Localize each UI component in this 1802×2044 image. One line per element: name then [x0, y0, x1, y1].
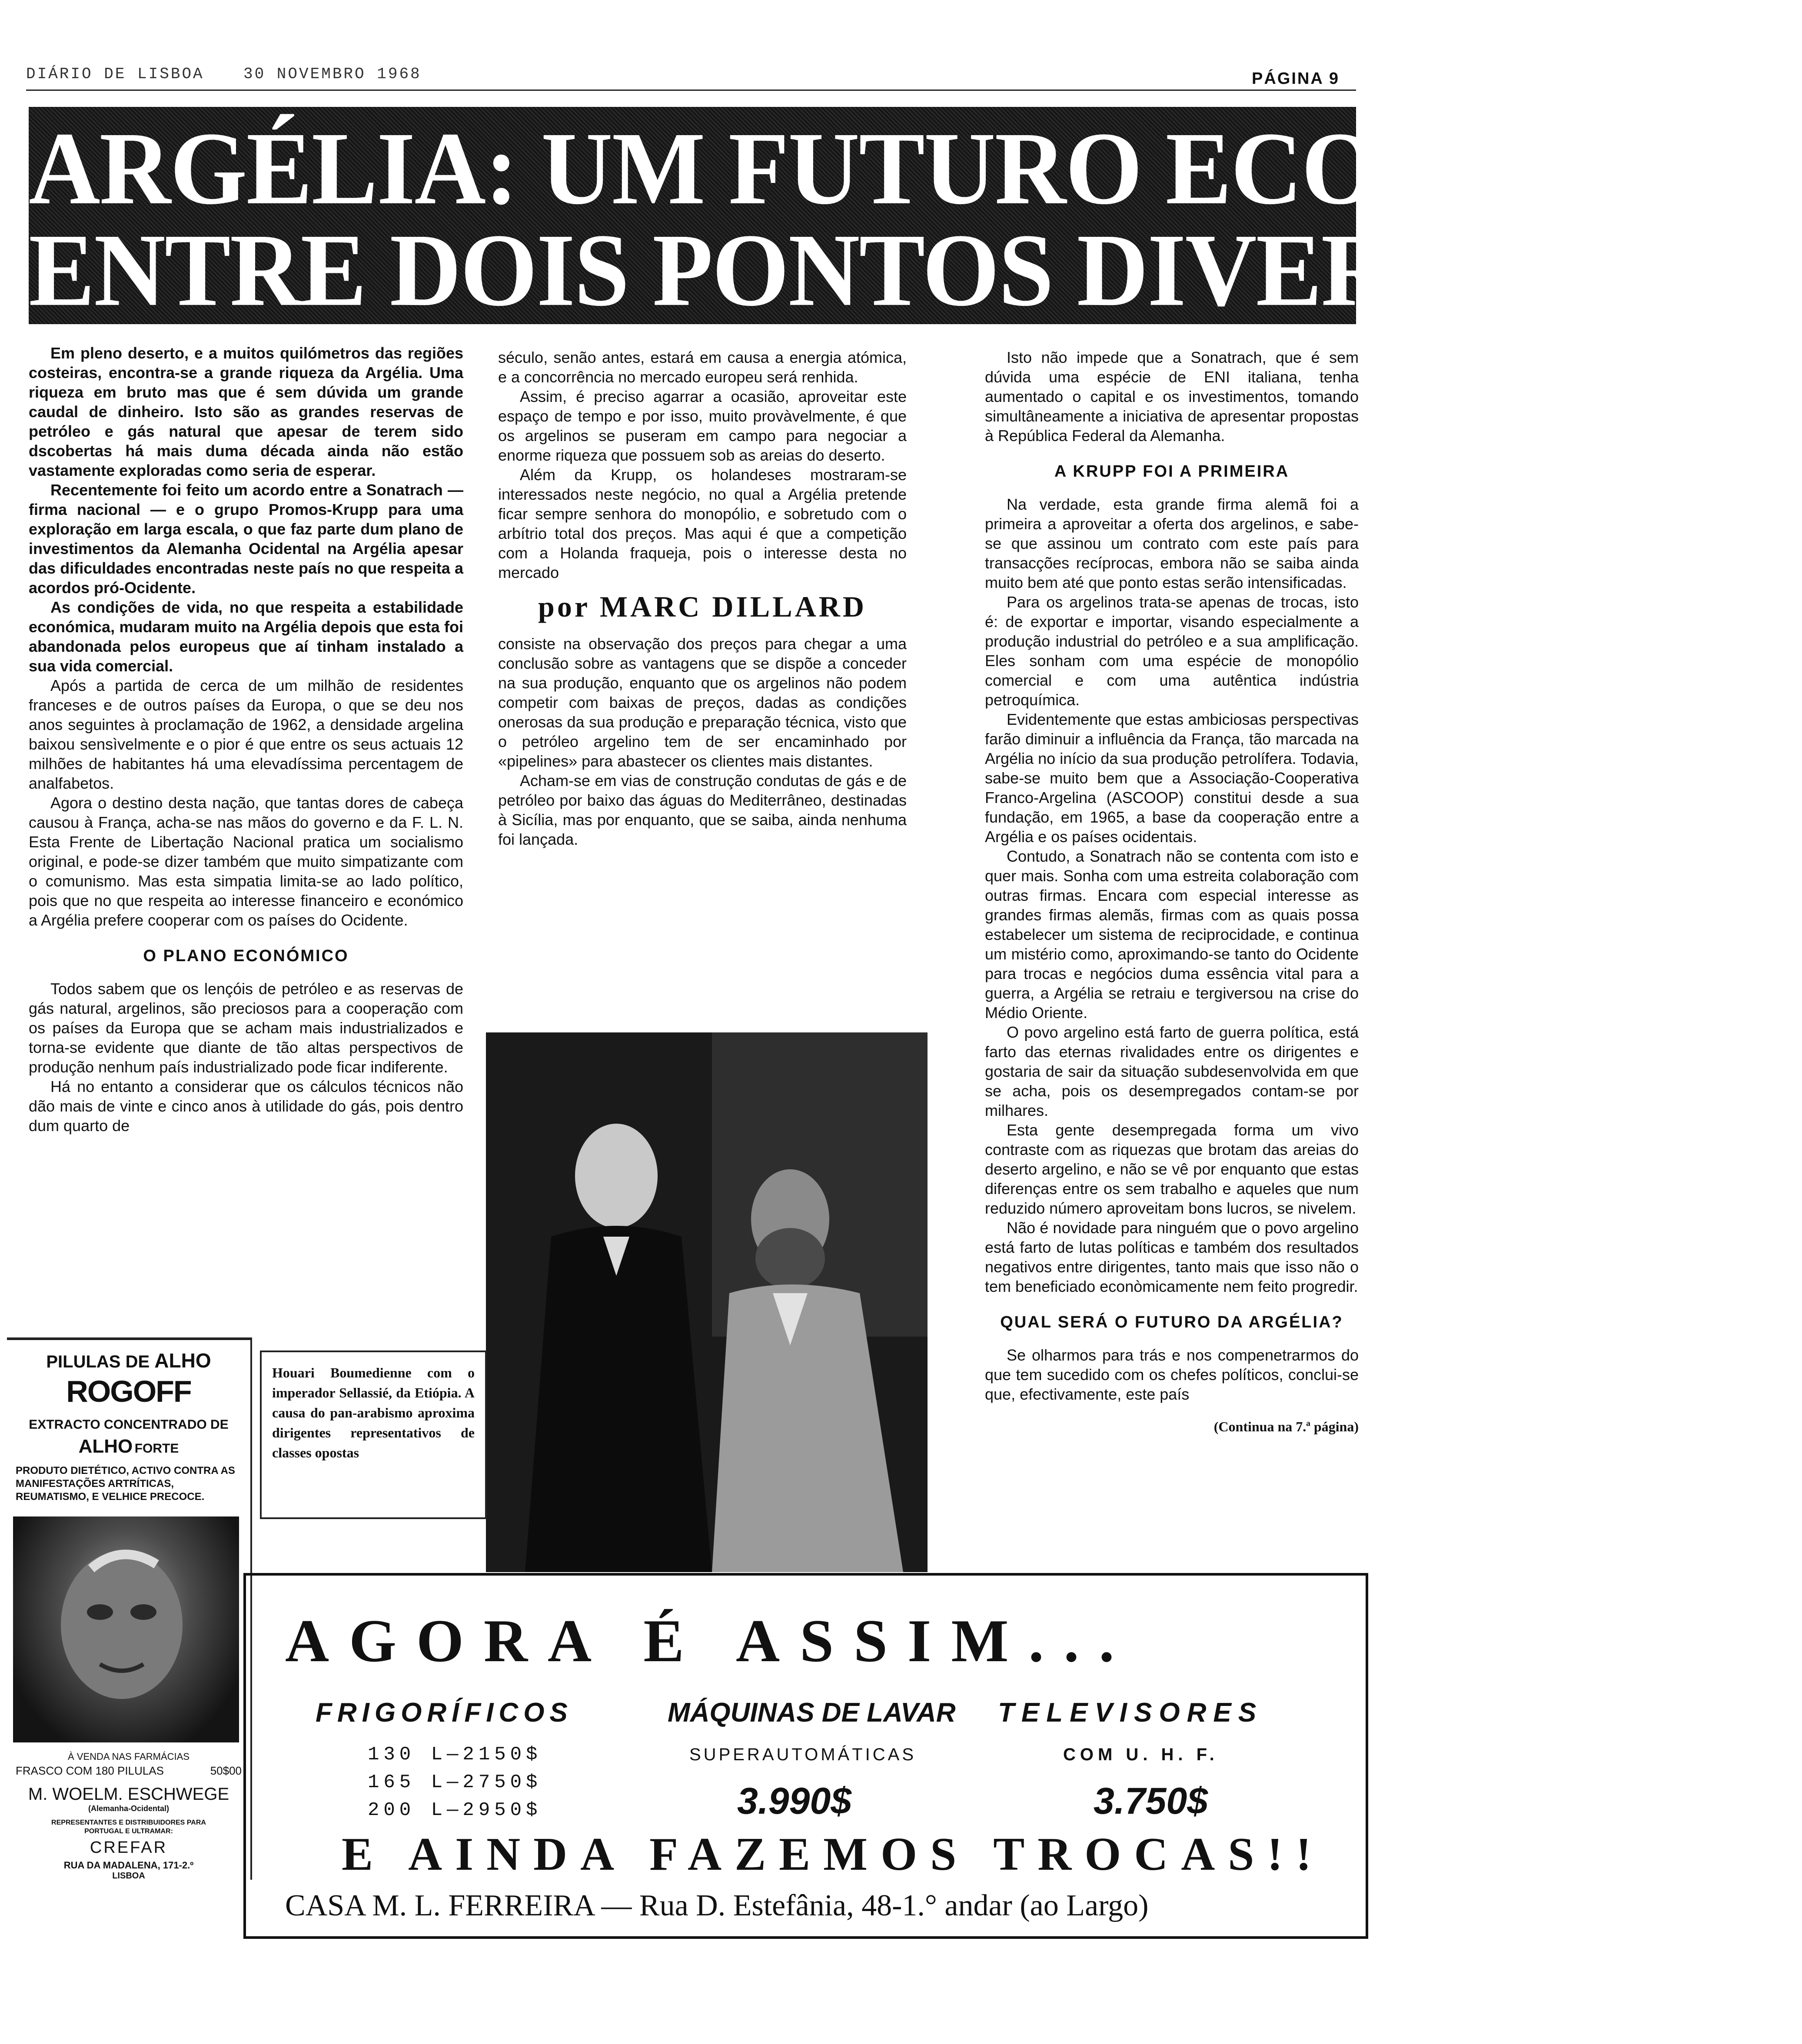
- subhead-krupp: A KRUPP FOI A PRIMEIRA: [1054, 462, 1290, 481]
- article-paragraph: Para os argelinos trata-se apenas de trocas, isto é: de exportar e importar, visando especialmente a produção industrial do petróleo e a sua amplificação. Eles sonham com uma espécie de monopólio comercial e com uma autêntica indústria petroquímica.: [985, 593, 1359, 709]
- side-ad-company-sub: (Alemanha-Ocidental): [88, 1804, 170, 1813]
- article-paragraph: Se olharmos para trás e nos compenetrarmos do que tem sucedido com os chefes políticos, conclui-se que, efectivamente, este país: [985, 1346, 1359, 1403]
- article-column-1: [29, 343, 463, 1135]
- side-ad-rogoff: [7, 1337, 252, 1880]
- article-paragraph: consiste na observação dos preços para chegar a uma conclusão sobre as vantagens que se dispõe a conceder na sua produção, enquanto que os argelinos não podem competir com baixas de preços, dadas as condições onerosas da sua produção e preparação técnica, visto que o petróleo argelino tem de ser encaminhado por «pipelines» para abastecer os clientes mais distantes.: [498, 635, 907, 770]
- side-ad-reps: REPRESENTANTES E DISTRIBUIDORES PARA PORTUGAL E ULTRAMAR:: [51, 1819, 206, 1835]
- headline-block: [29, 107, 1802, 328]
- article-paragraph: Em pleno deserto, e a muitos quilómetros das regiões costeiras, encontra-se a grande riqueza da Argélia. Uma riqueza em bruto mas que é sem dúvida um grande caudal de dinheiro. Isto são as grandes reservas de petróleo e gás natural que apesar de terem sido dscobertas há mais duma década ainda não estão vastamente exploradas como seria de esperar.: [29, 344, 463, 479]
- side-ad-address: RUA DA MADALENA, 171-2.º: [63, 1860, 194, 1871]
- article-paragraph: Não é novidade para ninguém que o povo argelino está farto de lutas políticas e também dos resultados negativos entre dirigentes, tanto mais que isso não o tem beneficiado econòmicamente nem feito progredir.: [985, 1219, 1359, 1295]
- side-ad-price-label: FRASCO COM 180 PILULAS: [16, 1764, 164, 1777]
- headline-line1: ARGÉLIA: UM FUTURO ECONÓMICO: [29, 111, 1802, 226]
- masthead-page: PÁGINA 9: [1252, 70, 1340, 88]
- ad-tv-price: 3.750$: [1094, 1780, 1208, 1822]
- side-ad-line3-b: FORTE: [134, 1441, 179, 1456]
- article-paragraph: Após a partida de cerca de um milhão de residentes franceses e de outros países da Europa, o que se deu nos anos seguintes à proclamação de 1962, a densidade argelina baixou sensìvelmente e o pior é que entre os seus actuais 12 milhões de habitantes há uma elevadíssima percentagem de analfabetos.: [29, 677, 463, 792]
- side-ad-desc: PRODUTO DIETÉTICO, ACTIVO CONTRA AS MANIFESTAÇÕES ARTRÍTICAS, REUMATISMO, E VELHICE PRECOCE.: [16, 1465, 235, 1503]
- ad-fridge-price: 130 L—2150$: [368, 1744, 542, 1765]
- article-paragraph: Todos sabem que os lençóis de petróleo e as reservas de gás natural, argelinos, são preciosos para a cooperação com os países da Europa que se acham mais industrializados e torna-se evidente que diante de tão altas perspectivos de produção nenhum país industrializado pode ficar indiferente.: [29, 980, 463, 1076]
- article-paragraph: As condições de vida, no que respeita a estabilidade económica, mudaram muito na Argélia depois que esta foi abandonada pelos europeus que aí tinham instalado a sua vida comercial.: [29, 598, 463, 675]
- side-ad-company: M. WOELM. ESCHWEGE: [28, 1785, 229, 1804]
- ad-fridge-price: 200 L—2950$: [368, 1799, 542, 1821]
- article-paragraph: Na verdade, esta grande firma alemã foi a primeira a aproveitar a oferta dos argelinos, e sabe-se que assinou um contrato com este país para transacções recíprocas, embora não se saiba ainda muito bem até que ponto estas serão intensificadas.: [985, 495, 1359, 591]
- continued-note: (Continua na 7.ª página): [1214, 1419, 1359, 1434]
- ad-trade: E AINDA FAZEMOS TROCAS!!: [342, 1828, 1325, 1880]
- photo-caption-box: [260, 1350, 487, 1519]
- side-ad-sale: À VENDA NAS FARMÁCIAS: [68, 1751, 190, 1762]
- byline: por MARC DILLARD: [538, 590, 867, 623]
- article-paragraph: Contudo, a Sonatrach não se contenta com isto e quer mais. Sonha com uma estreita colaboração com outras firmas. Encara com especial interesse as grandes firmas alemãs, firmas com as quais possa estabelecer um sistema de reciprocidade, e continua um mistério como, aproximando-se tanto do Ocidente para trocas e negócios duma essência vital para a guerra, a Argélia se retraiu e tergiversou na crise do Médio Oriente.: [985, 847, 1359, 1022]
- ad-col2-head: MÁQUINAS DE LAVAR: [668, 1698, 956, 1728]
- ad-tv-sub: COM U. H. F.: [1063, 1745, 1219, 1764]
- ad-fridge-prices: [368, 1741, 542, 1824]
- masthead-paper: DIÁRIO DE LISBOA: [26, 65, 204, 83]
- side-ad-portrait: [13, 1516, 239, 1742]
- article-paragraph: Assim, é preciso agarrar a ocasião, aproveitar este espaço de tempo e por isso, muito provàvelmente, é que os argelinos se puseram em campo para negociar a enorme riqueza que possuem sob as areias do deserto.: [498, 388, 907, 464]
- side-ad-price: 50$00: [210, 1764, 242, 1777]
- article-paragraph: O povo argelino está farto de guerra política, está farto das eternas rivalidades entre os dirigentes e gostaria de sair da situação subdesenvolvida em que se acha, pois os desempregados contam-se por milhares.: [985, 1023, 1359, 1119]
- side-ad-line1: [7, 1349, 250, 1372]
- side-ad-city: LISBOA: [112, 1871, 145, 1881]
- side-ad-price-row: [7, 1764, 250, 1778]
- article-paragraph: Evidentemente que estas ambiciosas perspectivas farão diminuir a influência da França, tão marcada na Argélia no início da sua produção petrolífera. Todavia, sabe-se muito bem que a Associação-Cooperativa Franco-Argelina (ASCOOP) constitui desde a sua fundação, em 1965, a base da cooperação entre a Argélia e os países ocidentais.: [985, 710, 1359, 846]
- ad-title: AGORA É ASSIM...: [285, 1607, 1134, 1675]
- side-ad-line1-a: PILULAS DE: [46, 1352, 150, 1371]
- article-paragraph: século, senão antes, estará em causa a energia atómica, e a concorrência no mercado europeu será renhida.: [498, 348, 907, 386]
- masthead-date: 30 NOVEMBRO 1968: [243, 65, 422, 83]
- ad-washer-price: 3.990$: [737, 1780, 852, 1822]
- headline-line2: ENTRE DOIS PONTOS DIVERGENTES: [29, 212, 1789, 328]
- side-ad-line3-a: ALHO: [78, 1436, 133, 1457]
- ad-col1-head: FRIGORÍFICOS: [316, 1698, 573, 1728]
- article-paragraph: Recentemente foi feito um acordo entre a Sonatrach — firma nacional — e o grupo Promos-Krupp para uma exploração em larga escala, o que faz parte dum plano de investimentos da Alemanha Ocidental na Argélia apesar das dificuldades encontradas neste país no que respeita a acordos pró-Ocidente.: [29, 481, 463, 597]
- ad-washer-sub: SUPERAUTOMÁTICAS: [689, 1745, 916, 1764]
- masthead-rule: [26, 90, 1356, 91]
- article-paragraph: Isto não impede que a Sonatrach, que é sem dúvida uma espécie de ENI italiana, tenha aumentado o capital e os investimentos, tomando simultâneamente a iniciativa de apresentar propostas à República Federal da Alemanha.: [985, 348, 1359, 445]
- side-ad-line2: EXTRACTO CONCENTRADO DE: [29, 1417, 229, 1432]
- article-column-2: [498, 348, 907, 849]
- photo-boumedienne-sellassie: [486, 1032, 928, 1572]
- article-paragraph: Há no entanto a considerar que os cálculos técnicos não dão mais de vinte e cinco anos à utilidade do gás, pois dentro dum quarto de: [29, 1078, 463, 1135]
- article-paragraph: Esta gente desempregada forma um vivo contraste com as riquezas que brotam das areias do deserto argelino, e não se vê por enquanto que estas diferenças entre os sem trabalho e aqueles que num reduzido número aproveitam bons lucros, se nivelem.: [985, 1121, 1359, 1217]
- side-ad-distributor: CREFAR: [90, 1838, 168, 1857]
- photo-caption: Houari Boumedienne com o imperador Sellassié, da Etiópia. A causa do pan-arabismo aproxima dirigentes representativos de classes opostas: [272, 1365, 475, 1460]
- article-paragraph: Agora o destino desta nação, que tantas dores de cabeça causou à França, acha-se nas mãos do governo e da F. L. N. Esta Frente de Libertação Nacional pratica um socialismo original, e pode-se dizer também que muito simpatizante com o comunismo. Mas esta simpatia limita-se ao lado político, pois que no que respeita ao interesse financeiro e económico a Argélia prefere cooperar com os países do Ocidente.: [29, 794, 463, 929]
- side-ad-line1-b: ALHO: [154, 1349, 211, 1372]
- article-paragraph: Acham-se em vias de construção condutas de gás e de petróleo por baixo das águas do Mediterrâneo, destinadas à Sicília, mas por enquanto, que se saiba, ainda nenhuma foi lançada.: [498, 772, 907, 848]
- ad-casa-ferreira: [243, 1573, 1368, 1939]
- article-column-3: [985, 348, 1359, 1437]
- subhead-plano: O PLANO ECONÓMICO: [143, 947, 349, 965]
- subhead-futuro: QUAL SERÁ O FUTURO DA ARGÉLIA?: [1000, 1313, 1343, 1331]
- ad-fridge-price: 165 L—2750$: [368, 1772, 542, 1793]
- ad-col3-head: TELEVISORES: [998, 1698, 1263, 1728]
- ad-address: CASA M. L. FERREIRA — Rua D. Estefânia, 48-1.° andar (ao Largo): [285, 1889, 1149, 1922]
- side-ad-brand: ROGOFF: [66, 1374, 191, 1408]
- side-ad-line3: [7, 1436, 250, 1457]
- article-paragraph: Além da Krupp, os holandeses mostraram-se interessados neste negócio, no qual a Argélia pretende ficar sempre senhora do monopólio, e sobretudo com o arbítrio total dos preços. Mas aqui é que a competição com a Holanda fraqueja, pois o interesse desta no mercado: [498, 466, 907, 581]
